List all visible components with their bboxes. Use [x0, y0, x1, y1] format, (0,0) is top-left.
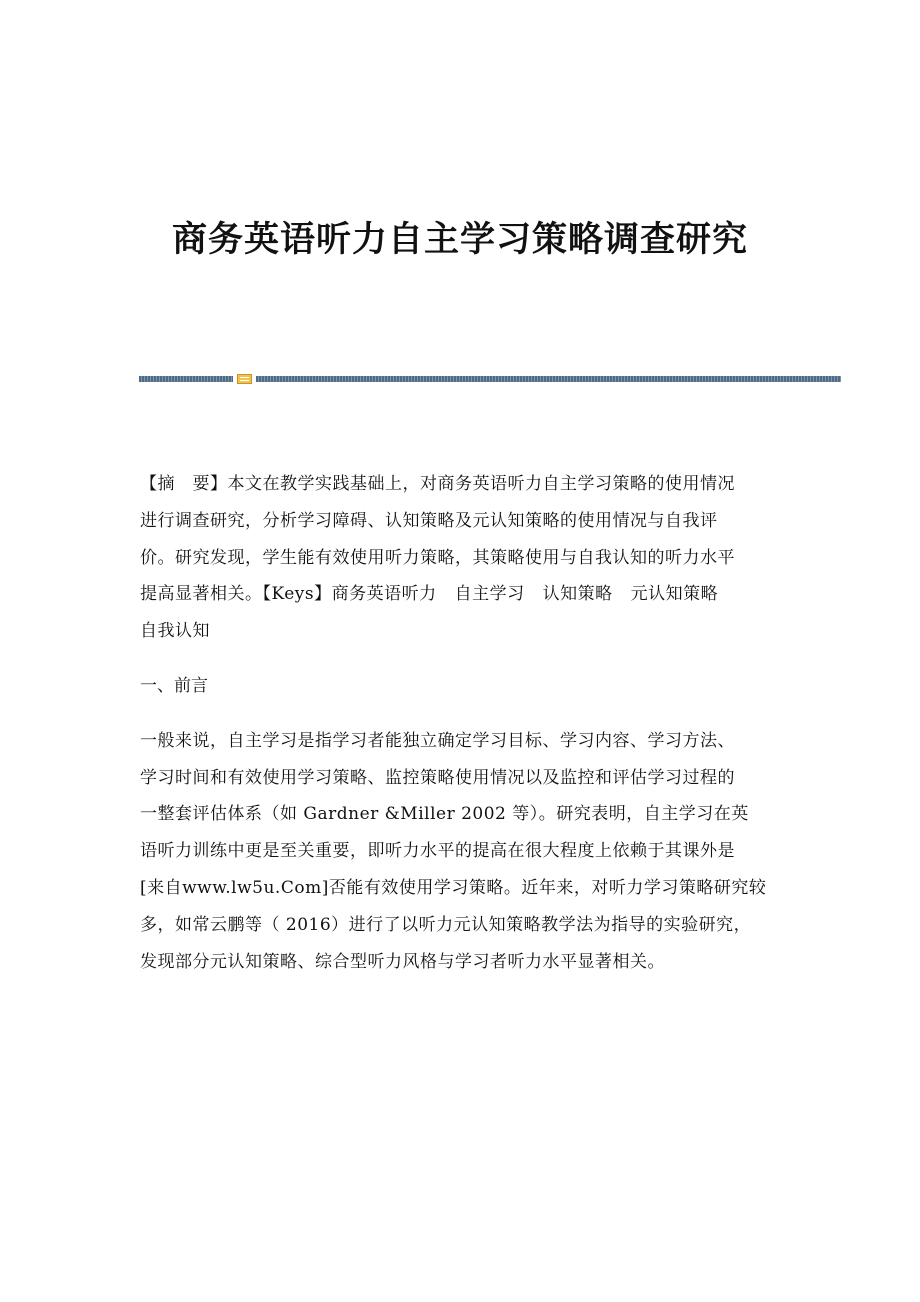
divider-bar-right [256, 376, 841, 382]
paragraph-line: 一整套评估体系（如 Gardner &Miller 2002 等）。研究表明，自主学习在英 [140, 804, 749, 825]
keys-tag: 【Keys】 [262, 584, 332, 605]
abstract-line: 【摘 要】本文在教学实践基础上，对商务英语听力自主学习策略的使用情况 [140, 474, 735, 494]
abstract-line [140, 613, 780, 650]
paragraph-line: 学习时间和有效使用学习策略、监控策略使用情况以及监控和评估学习过程的 [140, 767, 735, 788]
keyword: 元认知策略 [630, 584, 719, 605]
keyword: 商务英语听力 [331, 584, 437, 605]
title-divider [139, 374, 841, 384]
paragraph-line: 语听力训练中更是至关重要，即听力水平的提高在很大程度上依赖于其课外是 [140, 841, 735, 862]
keyword: 自主学习 [454, 584, 525, 605]
paragraph-line: 发现部分元认知策略、综合型听力风格与学习者听力水平显著相关。 [140, 951, 665, 972]
divider-bar-left [139, 376, 233, 382]
divider-badge-icon [237, 374, 252, 384]
abstract-line: 提高显著相关。【Keys】商务英语听力 自主学习 认知策略 元认知策略 [140, 584, 719, 605]
document-title: 商务英语听力自主学习策略调查研究 [171, 219, 748, 260]
section-paragraph [140, 723, 780, 981]
abstract-line: 进行调查研究，分析学习障碍、认知策略及元认知策略的使用情况与自我评 [140, 510, 718, 531]
paragraph-line: 一般来说，自主学习是指学习者能独立确定学习目标、学习内容、学习方法、 [140, 730, 735, 751]
abstract-paragraph [140, 466, 780, 650]
keyword: 自我认知 [140, 621, 210, 642]
section-heading: 一、前言 [140, 675, 208, 696]
abstract-line: 价。研究发现，学生能有效使用听力策略，其策略使用与自我认知的听力水平 [140, 547, 735, 568]
document-body [140, 466, 780, 980]
abstract-tag: 【摘 要】 [140, 474, 228, 494]
keyword: 认知策略 [542, 584, 613, 605]
paragraph-line: [来自www.lw5u.Com]否能有效使用学习策略。近年来，对听力学习策略研究较 [140, 877, 767, 898]
paragraph-line: 多，如常云鹏等（ 2016）进行了以听力元认知策略教学法为指导的实验研究， [140, 914, 752, 935]
